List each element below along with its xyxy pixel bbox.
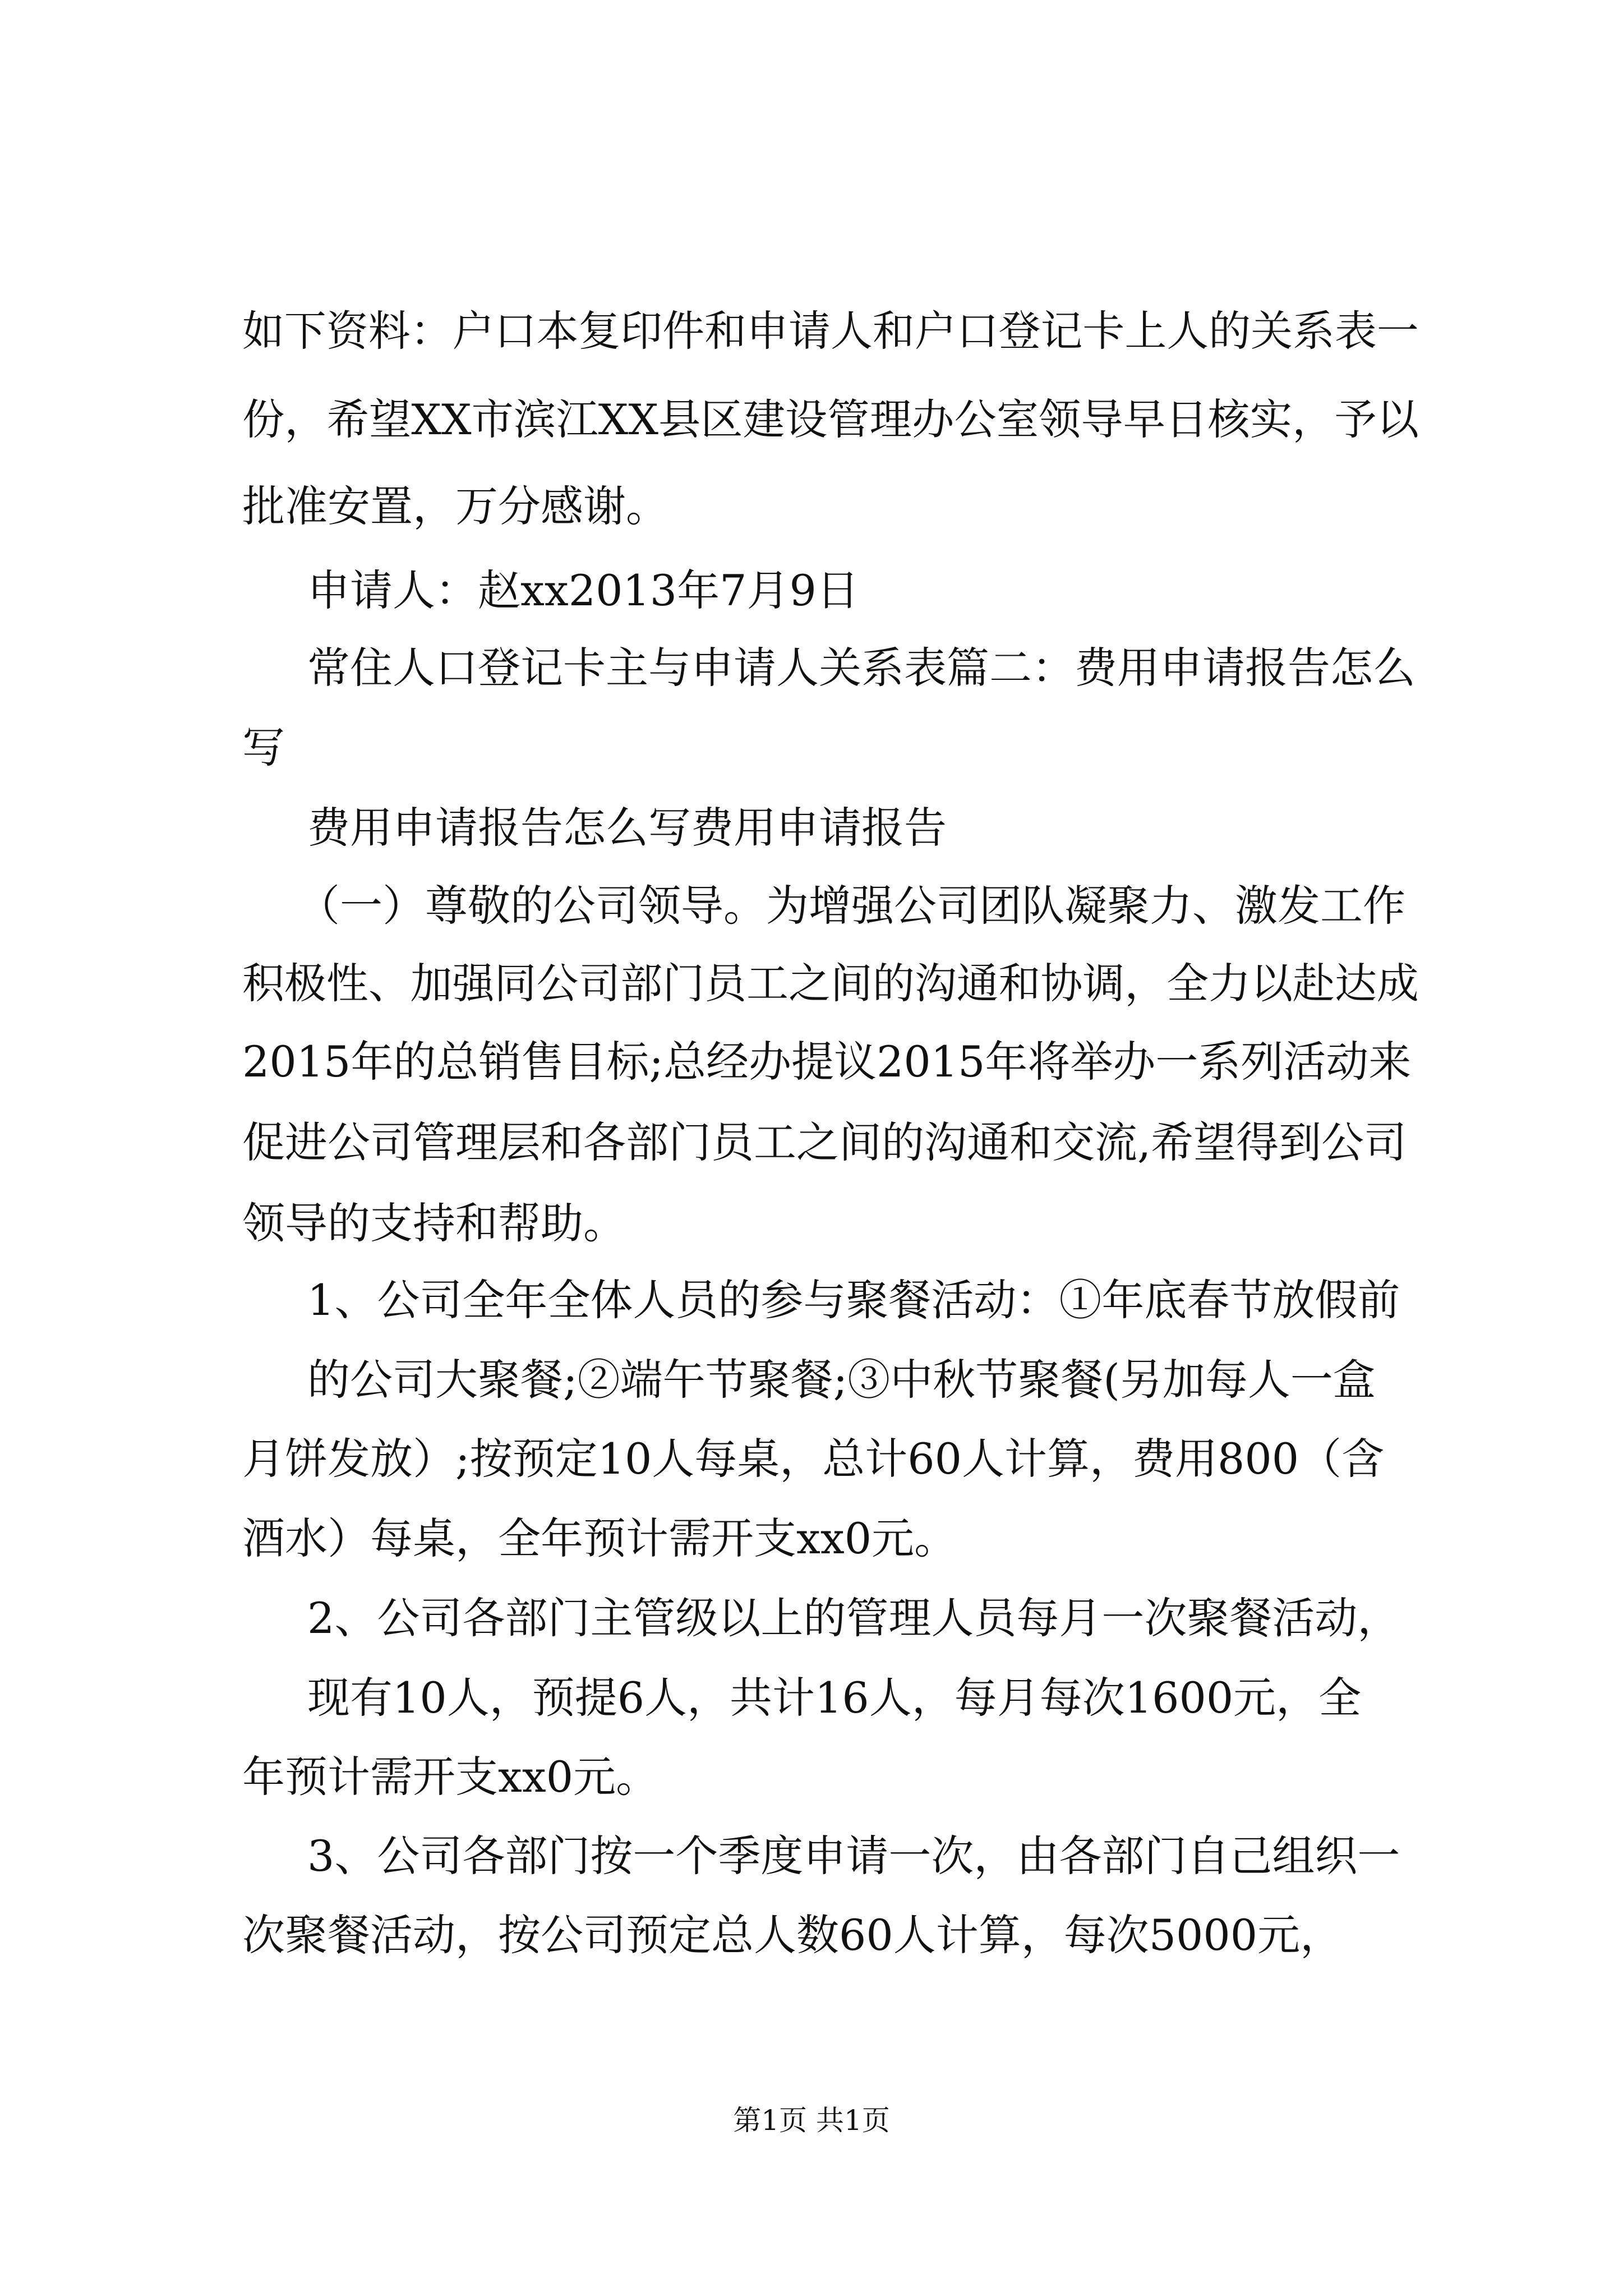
signature-line: 申请人：赵xx2013年7月9日 bbox=[307, 565, 859, 615]
section-heading-line-1: 常住人口登记卡主与申请人关系表篇二：费用申请报告怎么 bbox=[307, 643, 1415, 693]
item-1-line-4: 酒水）每桌，全年预计需开支xx0元。 bbox=[242, 1513, 957, 1563]
item-1-line-2: 的公司大聚餐;②端午节聚餐;③中秋节聚餐(另加每人一盒 bbox=[307, 1355, 1376, 1405]
item-1-line-3: 月饼发放）;按预定10人每桌，总计60人计算，费用800（含 bbox=[242, 1434, 1385, 1484]
item-2-line-3: 年预计需开支xx0元。 bbox=[242, 1752, 659, 1802]
item-3-line-1: 3、公司各部门按一个季度申请一次，由各部门自己组织一 bbox=[307, 1831, 1400, 1881]
body-line-2: 份，希望XX市滨江XX县区建设管理办公室领导早日核实，予以 bbox=[242, 395, 1419, 444]
body-line-9: 积极性、加强同公司部门员工之间的沟通和协调，全力以赴达成 bbox=[242, 959, 1419, 1008]
body-line-12: 领导的支持和帮助。 bbox=[242, 1198, 626, 1248]
item-2-line-2: 现有10人，预提6人，共计16人，每月每次1600元，全 bbox=[307, 1673, 1362, 1723]
page-footer: 第1页 共1页 bbox=[733, 2104, 890, 2137]
body-line-3: 批准安置，万分感谢。 bbox=[242, 481, 668, 531]
item-1-line-1: 1、公司全年全体人员的参与聚餐活动：①年底春节放假前 bbox=[307, 1275, 1400, 1325]
body-line-8: （一）尊敬的公司领导。为增强公司团队凝聚力、激发工作 bbox=[297, 881, 1405, 931]
body-line-11: 促进公司管理层和各部门员工之间的沟通和交流,希望得到公司 bbox=[242, 1117, 1407, 1167]
body-line-10: 2015年的总销售目标;总经办提议2015年将举办一系列活动来 bbox=[242, 1037, 1412, 1087]
section-heading-line-2: 写 bbox=[242, 723, 285, 772]
report-title: 费用申请报告怎么写费用申请报告 bbox=[307, 803, 947, 853]
body-line-1: 如下资料：户口本复印件和申请人和户口登记卡上人的关系表一 bbox=[242, 306, 1419, 356]
item-3-line-2: 次聚餐活动，按公司预定总人数60人计算，每次5000元， bbox=[242, 1910, 1343, 1960]
item-2-line-1: 2、公司各部门主管级以上的管理人员每月一次聚餐活动， bbox=[307, 1593, 1400, 1643]
